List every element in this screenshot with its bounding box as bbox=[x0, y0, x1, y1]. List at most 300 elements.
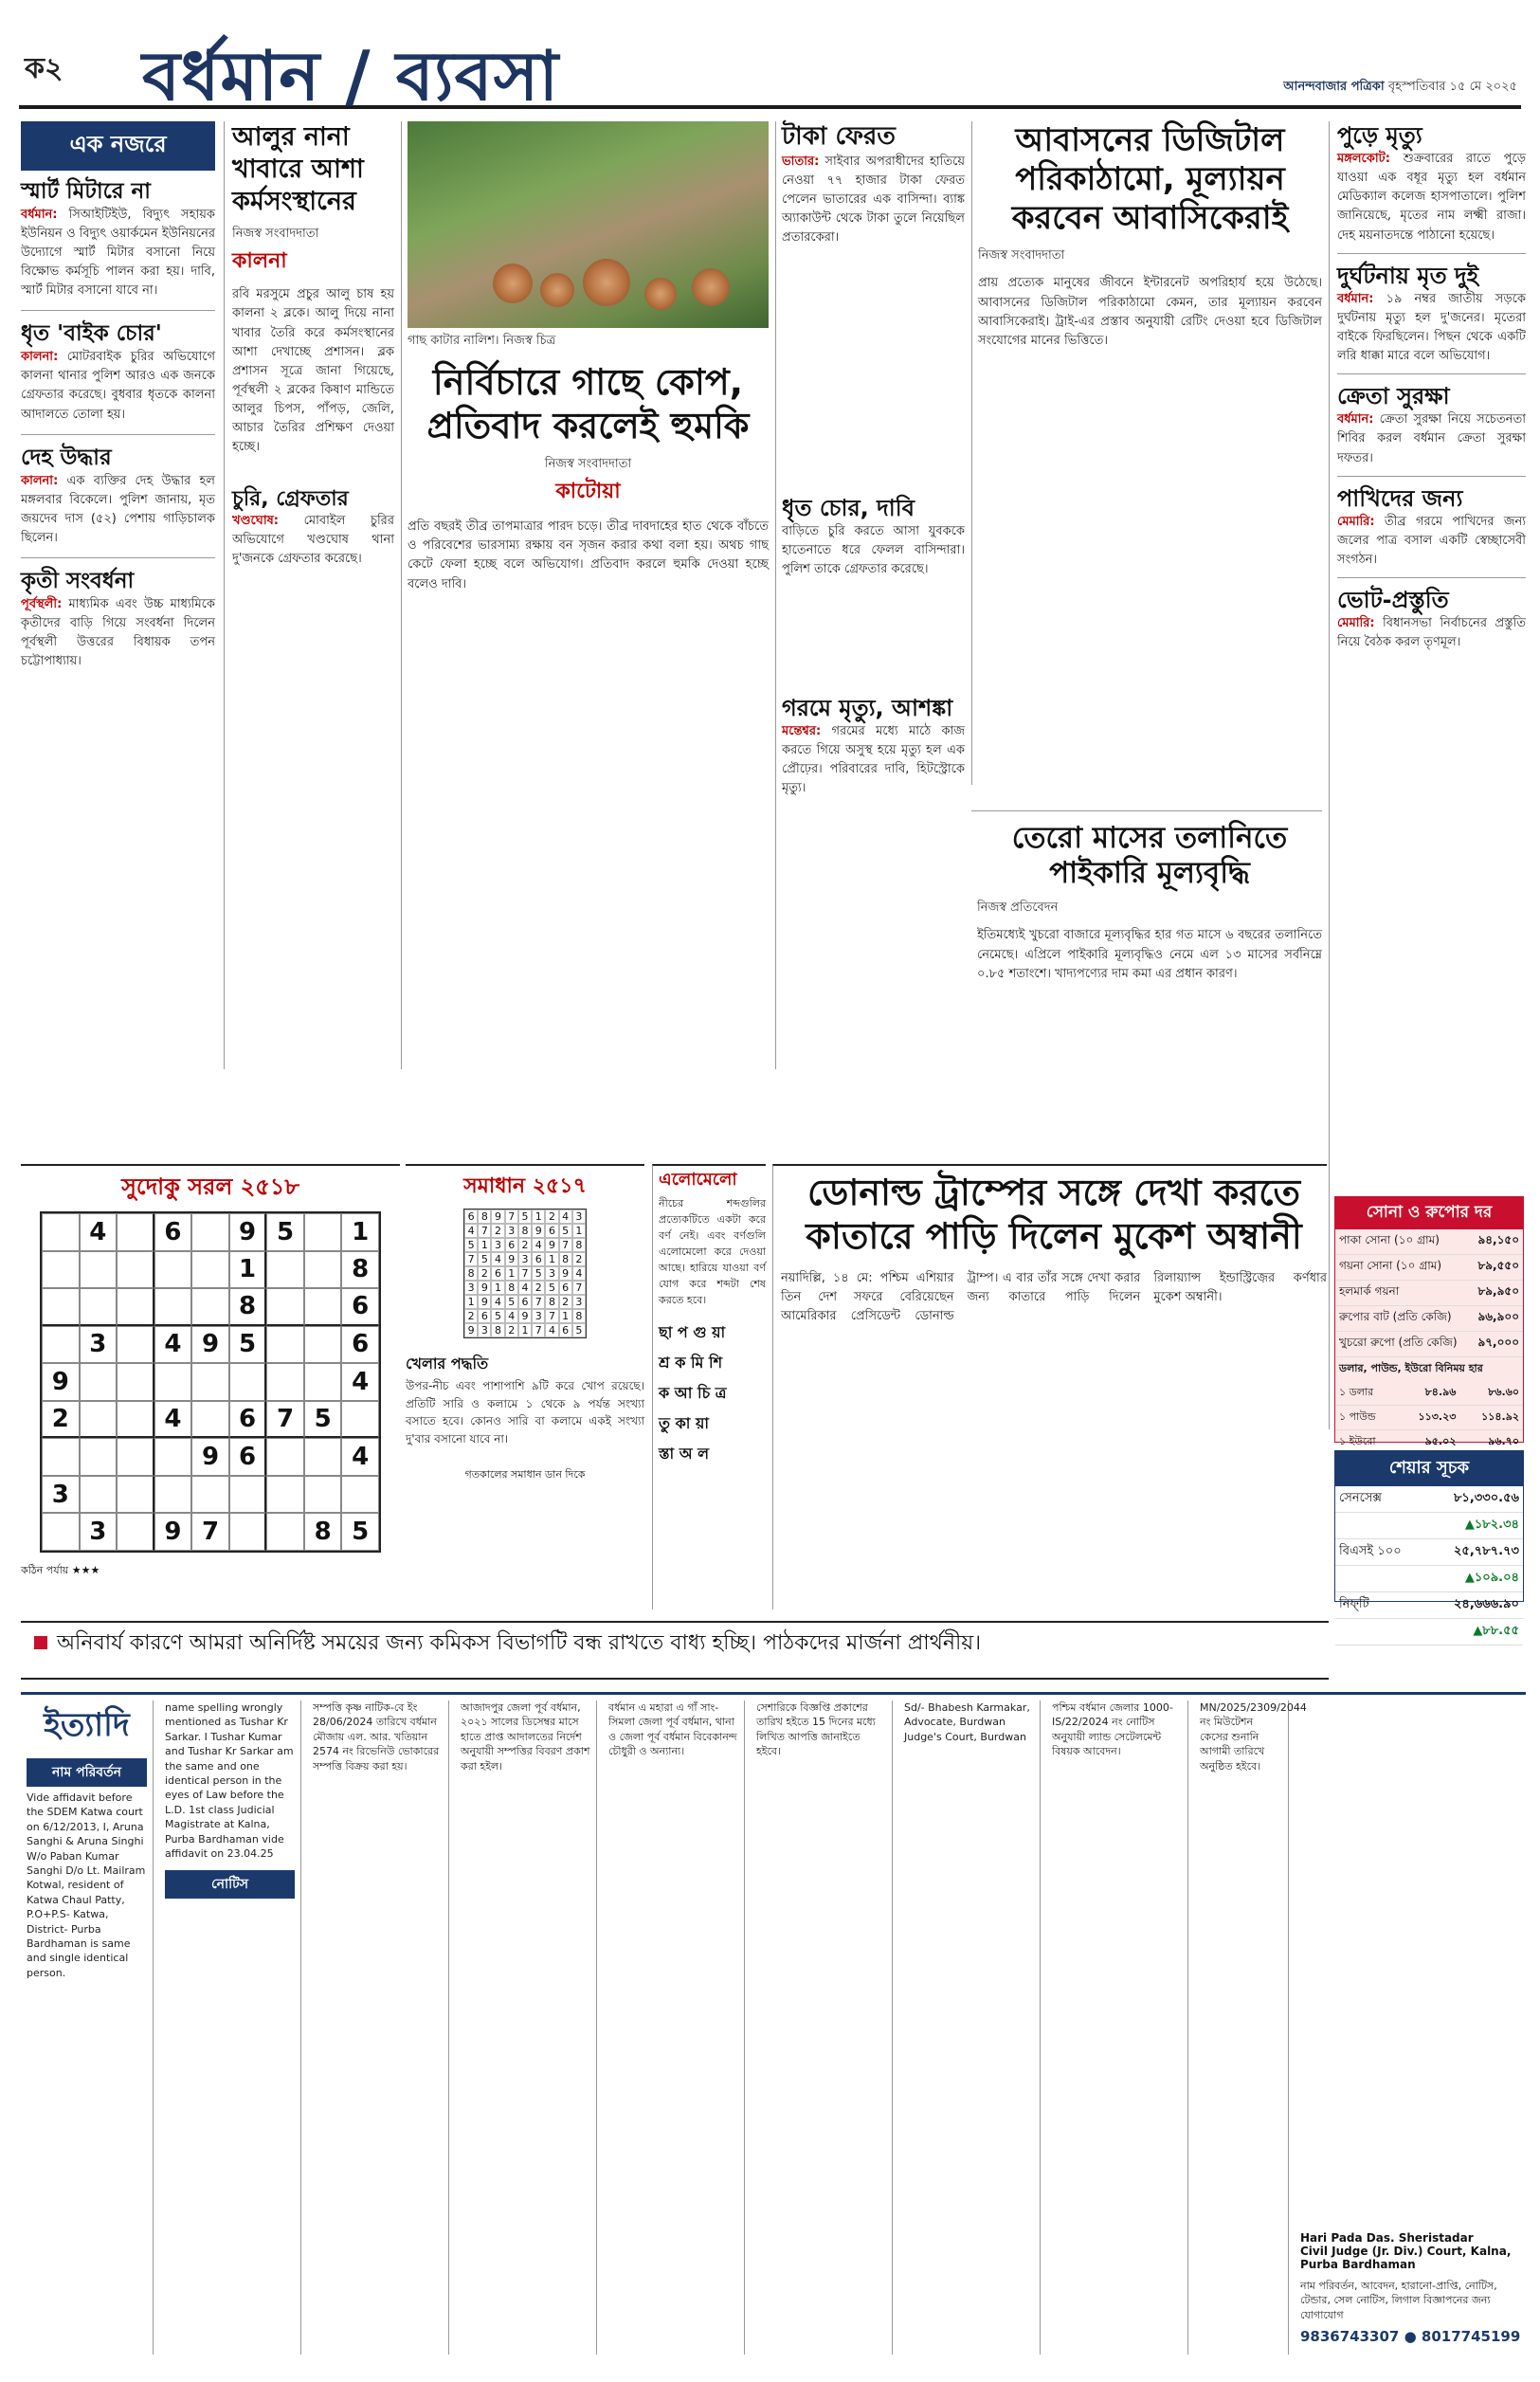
potato-body: রবি মরসুমে প্রচুর আলু চাষ হয় কালনা ২ ব্লকে। আলু দিয়ে নানা খাবার তৈরি করে কর্মসংস্থানের আশা দেখাচ্ছে প্রশাসন। ব্লক প্রশাসন সূত্রে জানা গিয়েছে, পূর্বস্থলী ২ ব্লকের কিষাণ মান্ডিতে আলুর চিপস, পাঁপড়, জেলি, আচার তৈরির প্রশিক্ষণ দেওয়া হচ্ছে। bbox=[232, 287, 394, 455]
story-text: শুক্রবারের রাতে পুড়ে যাওয়া এক বধূর মৃত্যু হল বর্ধমান মেডিক্যাল কলেজ হাসপাতালে। পুলিশ জানিয়েছে, মৃতের নাম লক্ষ্মী রাজা। দেহ ময়নাতদন্তে পাঠানো হয়েছে। bbox=[1337, 152, 1526, 243]
rate-value: ৯৭,০০০ bbox=[1471, 1332, 1523, 1357]
tree-felling-photo bbox=[408, 121, 769, 328]
rate-value: ৯৪,১৫০ bbox=[1471, 1229, 1523, 1255]
solution-cell: 2 bbox=[559, 1295, 572, 1309]
dateline: মঙ্গলকোট: bbox=[1337, 152, 1390, 166]
sudoku-cell bbox=[191, 1401, 229, 1439]
solution-cell: 2 bbox=[545, 1209, 558, 1224]
sudoku-cell: 8 bbox=[304, 1513, 342, 1551]
rate-value: ৮৯,৯৫০ bbox=[1471, 1281, 1523, 1306]
sudoku-cell bbox=[154, 1363, 192, 1401]
sudoku-cell bbox=[42, 1288, 80, 1326]
index-change: ▲১৮২.৩৪ bbox=[1427, 1513, 1523, 1539]
story-text: মোটরবাইক চুরির অভিযোগে কালনা থানার পুলিশ আরও এক জনকে গ্রেফতার করেছে। বুধবার ধৃতকে কালনা আদালতে তোলা হয়। bbox=[21, 350, 215, 422]
jumble-word: তু কা য়া bbox=[659, 1414, 710, 1433]
currency-sell: ১১৪.৯২ bbox=[1459, 1406, 1523, 1430]
solution-cell: 1 bbox=[491, 1281, 504, 1295]
thief-caught-body: বাড়িতে চুরি করতে আসা যুবককে হাতেনাতে ধরে ফেলল বাসিন্দারা। পুলিশ তাকে গ্রেফতার করেছে। bbox=[782, 524, 965, 577]
classified-text: Sd/- Bhabesh Karmakar, Advocate, Burdwan Judge's Court, Burdwan bbox=[904, 1701, 1030, 1743]
classified-text: সেশারিকে বিজ্ঞপ্তি প্রকাশের তারিখ হইতে 15 দিনের মধ্যে লিখিত আপত্তি জানাইতে হইবে। bbox=[756, 1701, 876, 1758]
sudoku-cell bbox=[341, 1401, 379, 1439]
sudoku-cell bbox=[80, 1288, 118, 1326]
housing-body: প্রায় প্রত্যেক মানুষের জীবনে ইন্টারনেট অপরিহার্য হয়ে উঠেছে। আবাসনের ডিজিটাল পরিকাঠামো কেমন, তার মূল্যায়ন করবেন আবাসিকেরাই। ট্রাই-এর প্রস্তাব অনুযায়ী রেটিং দেওয়া হবে ডিজিটাল সংযোগের মানের ভিত্তিতে। bbox=[978, 276, 1322, 348]
solution-cell: 3 bbox=[572, 1295, 586, 1309]
birds-body bbox=[1337, 513, 1526, 570]
trees-dateline: কাটোয়া bbox=[555, 480, 621, 504]
paper-name: আনন্দবাজার পত্রিকা bbox=[1283, 80, 1385, 94]
currency-table bbox=[1335, 1381, 1523, 1455]
solution-cell: 7 bbox=[532, 1323, 545, 1337]
rate-label: খুচরো রুপো (প্রতি কেজি) bbox=[1335, 1332, 1471, 1357]
sudoku-cell: 6 bbox=[229, 1401, 267, 1439]
story-text: মোবাইল চুরির অভিযোগে খণ্ডঘোষ থানা দু'জনকে গ্রেফতার করেছে। bbox=[232, 514, 394, 567]
solution-cell: 9 bbox=[545, 1238, 558, 1252]
solution-cell: 4 bbox=[545, 1323, 558, 1337]
solution-cell: 9 bbox=[478, 1295, 491, 1309]
sudoku-cell bbox=[117, 1476, 154, 1514]
index-value: ২৪,৬৬৬.৯০ bbox=[1427, 1592, 1523, 1619]
solution-cell: 5 bbox=[559, 1224, 572, 1238]
affidavit-notice: Vide affidavit before the SDEM Katwa court on 6/12/2013, I, Aruna Sanghi & Aruna Singhi W/o Paban Kumar Sanghi D/o Lt. Mailram Kotwal, resident of Katwa Chaul Patty, P.O+P.S- Katwa, District- Purba Bardhaman is same and single identical person. bbox=[27, 1791, 146, 1979]
sudoku-cell: 1 bbox=[229, 1251, 267, 1289]
classified-col-9 bbox=[1194, 1700, 1307, 2355]
sudoku-cell bbox=[154, 1288, 192, 1326]
currency-sell: ৮৬.৬০ bbox=[1459, 1381, 1523, 1406]
jumble-word: স্তা অ ল bbox=[659, 1445, 710, 1464]
solution-cell: 5 bbox=[572, 1323, 586, 1337]
story-smart-meter-head: স্মার্ট মিটারে না bbox=[21, 179, 151, 204]
sudoku-cell: 4 bbox=[341, 1363, 379, 1401]
date-line bbox=[1283, 78, 1517, 98]
index-value: ৮১,৩৩০.৫৬ bbox=[1427, 1486, 1523, 1513]
dateline: বর্ধমান: bbox=[21, 207, 58, 222]
solution-cell: 9 bbox=[491, 1209, 504, 1224]
difficulty-label: কঠিন পর্যায় ★★★ bbox=[21, 1564, 100, 1576]
dateline: বর্ধমান: bbox=[1337, 412, 1374, 427]
solution-cell: 9 bbox=[505, 1252, 518, 1266]
solution-grid bbox=[463, 1209, 587, 1338]
sudoku-cell bbox=[80, 1476, 118, 1514]
trump-story bbox=[772, 1164, 1327, 1609]
solution-cell: 7 bbox=[545, 1309, 558, 1323]
sudoku-grid bbox=[40, 1211, 381, 1553]
currency-buy: ৯৫.০২ bbox=[1397, 1430, 1460, 1455]
solution-cell: 6 bbox=[464, 1209, 478, 1224]
sudoku-cell bbox=[341, 1476, 379, 1514]
sudoku-cell: 8 bbox=[229, 1288, 267, 1326]
buyer-safety-headline: ক্রেতা সুরক্ষা bbox=[1337, 383, 1450, 410]
currency-label: ১ ডলার bbox=[1335, 1381, 1397, 1406]
rate-value: ৮৯,৫৫০ bbox=[1471, 1255, 1523, 1281]
dateline: বর্ধমান: bbox=[1337, 291, 1374, 306]
sudoku-solution-section bbox=[406, 1164, 644, 1609]
classified-col-2 bbox=[159, 1700, 301, 2355]
page-header bbox=[19, 19, 1521, 116]
solution-cell: 7 bbox=[464, 1252, 478, 1266]
rate-label: গয়না সোনা (১০ গ্রাম) bbox=[1335, 1255, 1471, 1281]
heat-death-body bbox=[782, 722, 965, 799]
solution-cell: 2 bbox=[532, 1281, 545, 1295]
story-text: ক্রেতা সুরক্ষা নিয়ে সচেতনতা শিবির করল বর্ধমান ক্রেতা সুরক্ষা দফতর। bbox=[1337, 412, 1526, 465]
potato-story bbox=[224, 121, 394, 1069]
solution-cell: 7 bbox=[478, 1224, 491, 1238]
sudoku-cell bbox=[191, 1476, 229, 1514]
rate-label: পাকা সোনা (১০ গ্রাম) bbox=[1335, 1229, 1471, 1255]
trump-body: নয়াদিল্লি, ১৪ মে: পশ্চিম এশিয়ার তিন দেশ সফরে বেরিয়েছেন আমেরিকার প্রেসিডেন্ট ডোনাল্ড ট্রাম্প। এ বার তাঁর সঙ্গে দেখা করার জন্য কাতারে পাড়ি দিলেন রিলায়্যান্স ইন্ডাস্ট্রিজ়ের কর্ণধার মুকেশ অম্বানী। bbox=[781, 1271, 1327, 1324]
sudoku-cell: 6 bbox=[341, 1288, 379, 1326]
index-label: বিএসই ১০০ bbox=[1335, 1539, 1427, 1566]
story-text: সিআইটিইউ, বিদ্যুৎ সহায়ক ইউনিয়ন ও বিদ্যুৎ ওয়ার্কমেন ইউনিয়নের উদ্যোগে স্মার্ট মিটার বসানো নিয়ে বিক্ষোভ কর্মসূচি পালন করা হয়। দাবি, স্মার্ট মিটার বসানো যাবে না। bbox=[21, 207, 215, 299]
solution-cell: 1 bbox=[545, 1252, 558, 1266]
solution-cell: 1 bbox=[532, 1209, 545, 1224]
currency-title: ডলার, পাউন্ড, ইউরো বিনিময় হার bbox=[1339, 1362, 1483, 1374]
dateline: মেমারি: bbox=[1337, 514, 1375, 529]
money-body bbox=[782, 153, 965, 248]
gold-rates-table bbox=[1335, 1229, 1523, 1357]
solution-title: সমাধান ২৫১৭ bbox=[463, 1174, 587, 1198]
sudoku-cell bbox=[117, 1438, 154, 1476]
index-label: নিফ্‌টি bbox=[1335, 1592, 1427, 1619]
sudoku-section bbox=[21, 1164, 400, 1609]
solution-cell: 9 bbox=[518, 1309, 532, 1323]
dateline: ভাতার: bbox=[782, 154, 820, 169]
vote-prep-headline: ভোট-প্রস্তুতি bbox=[1337, 587, 1449, 614]
sudoku-cell bbox=[117, 1513, 154, 1551]
solution-cell: 6 bbox=[491, 1266, 504, 1281]
gold-rates-title: সোনা ও রুপোর দর bbox=[1335, 1197, 1523, 1229]
sudoku-cell bbox=[117, 1251, 154, 1289]
sudoku-cell bbox=[266, 1476, 304, 1514]
theft-arrest-body bbox=[232, 512, 394, 569]
sudoku-cell bbox=[191, 1251, 229, 1289]
solution-cell: 6 bbox=[545, 1224, 558, 1238]
classified-text: name spelling wrongly mentioned as Tushar Kr Sarkar. I Tushar Kumar and Tushar Kr Sarkar am the same and one identical person in the eyes of Law before the L.D. 1st class Judicial Magistrate at Kalna, Purba Bardhaman vide affidavit on 23.04.25 bbox=[165, 1701, 294, 1860]
solution-cell: 3 bbox=[491, 1238, 504, 1252]
solution-cell: 8 bbox=[491, 1323, 504, 1337]
sudoku-cell bbox=[304, 1363, 342, 1401]
classifieds-brand: ইত্যাদি bbox=[44, 1706, 130, 1744]
solution-cell: 4 bbox=[532, 1238, 545, 1252]
solution-cell: 1 bbox=[478, 1238, 491, 1252]
solution-cell: 3 bbox=[545, 1266, 558, 1281]
bullet-square-icon bbox=[34, 1636, 47, 1649]
solution-cell: 5 bbox=[532, 1266, 545, 1281]
story-text: ১৯ নম্বর জাতীয় সড়কে দুর্ঘটনায় মৃত্যু হল দু'জনের। মৃতেরা বাইকে ফিরছিলেন। পিছন থেকে একটি লরি ধাক্কা মারে বলে অভিযোগ। bbox=[1337, 291, 1526, 364]
solution-cell: 8 bbox=[559, 1252, 572, 1266]
currency-label: ১ ইউরো bbox=[1335, 1430, 1397, 1455]
sudoku-cell: 9 bbox=[154, 1513, 192, 1551]
sudoku-cell bbox=[266, 1251, 304, 1289]
sudoku-cell bbox=[266, 1438, 304, 1476]
solution-cell: 4 bbox=[572, 1266, 586, 1281]
solution-cell: 4 bbox=[505, 1309, 518, 1323]
solution-cell: 2 bbox=[478, 1266, 491, 1281]
sudoku-cell: 5 bbox=[229, 1326, 267, 1364]
potato-byline: নিজস্ব সংবাদদাতা bbox=[232, 227, 319, 242]
issue-date: বৃহস্পতিবার ১৫ মে ২০২৫ bbox=[1387, 80, 1517, 94]
sudoku-cell bbox=[229, 1476, 267, 1514]
classifieds-section bbox=[21, 1692, 1526, 2355]
sudoku-cell bbox=[117, 1213, 154, 1251]
sudoku-cell bbox=[117, 1401, 154, 1439]
sudoku-cell bbox=[304, 1288, 342, 1326]
solution-cell: 6 bbox=[505, 1238, 518, 1252]
solution-cell: 4 bbox=[491, 1295, 504, 1309]
sudoku-cell bbox=[304, 1476, 342, 1514]
solution-cell: 8 bbox=[464, 1266, 478, 1281]
potato-headline: আলুর নানা খাবারে আশা কর্মসংস্থানের bbox=[232, 122, 364, 216]
notice-label: নোটিস bbox=[165, 1870, 295, 1899]
trees-body: প্রতি বছরই তীব্র তাপমাত্রার পারদ চড়ে। তীব্র দাবদাহের হাত থেকে বাঁচতে ও পরিবেশের ভারসাম্য রক্ষায় বন সৃজন করার কথা বলা হয়। অথচ গাছ কেটে ফেলা হচ্ছে বলে অভিযোগ। প্রতিবাদ করলে হুমকি দেওয়া হচ্ছে বলেও দাবি। bbox=[408, 519, 769, 591]
solution-cell: 4 bbox=[464, 1224, 478, 1238]
accident-body bbox=[1337, 290, 1526, 367]
sudoku-cell bbox=[304, 1326, 342, 1364]
solution-cell: 3 bbox=[532, 1309, 545, 1323]
dateline: পূর্বস্থলী: bbox=[21, 596, 63, 611]
sudoku-cell bbox=[154, 1251, 192, 1289]
solution-cell: 4 bbox=[518, 1281, 532, 1295]
solution-cell: 2 bbox=[518, 1238, 532, 1252]
solution-cell: 3 bbox=[518, 1252, 532, 1266]
solution-cell: 7 bbox=[532, 1295, 545, 1309]
name-change-label: নাম পরিবর্তন bbox=[27, 1758, 147, 1787]
gold-rates-box bbox=[1334, 1196, 1524, 1447]
solution-cell: 6 bbox=[532, 1252, 545, 1266]
story-body-recovered-body bbox=[21, 472, 215, 549]
solution-cell: 8 bbox=[572, 1238, 586, 1252]
sudoku-cell bbox=[80, 1401, 118, 1439]
solution-cell: 4 bbox=[559, 1209, 572, 1224]
story-text: গরমের মধ্যে মাঠে কাজ করতে গিয়ে অসুস্থ হয়ে মৃত্যু হল এক প্রৌঢ়ের। পরিবারের দাবি, হিটস্ট্রোকে মৃত্যু। bbox=[782, 723, 965, 796]
dateline: মেমারি: bbox=[1337, 616, 1375, 631]
trees-byline: নিজস্ব সংবাদদাতা bbox=[544, 457, 632, 472]
sudoku-cell: 9 bbox=[191, 1326, 229, 1364]
trees-headline: নির্বিচারে গাছে কোপ, প্রতিবাদ করলেই হুমকি bbox=[426, 361, 750, 446]
jumble-words bbox=[659, 1318, 766, 1469]
solution-cell: 6 bbox=[478, 1309, 491, 1323]
classified-col-8 bbox=[1046, 1700, 1188, 2355]
sudoku-cell: 4 bbox=[80, 1213, 118, 1251]
court-sign: Hari Pada Das. Sheristadar bbox=[1300, 2231, 1474, 2245]
solution-cell: 6 bbox=[559, 1281, 572, 1295]
sudoku-cell bbox=[229, 1363, 267, 1401]
solution-cell: 9 bbox=[478, 1281, 491, 1295]
accident-headline: দুর্ঘটনায় মৃত দুই bbox=[1337, 262, 1479, 289]
ad-phone-numbers: 9836743307 ● 8017745199 bbox=[1300, 2328, 1521, 2346]
fire-headline: পুড়ে মৃত্যু bbox=[1337, 122, 1422, 149]
sudoku-cell: 4 bbox=[154, 1401, 192, 1439]
solution-cell: 1 bbox=[505, 1266, 518, 1281]
stock-index-title: শেয়ার সূচক bbox=[1335, 1451, 1523, 1486]
index-change: ▲৮৮.৫৫ bbox=[1427, 1619, 1523, 1646]
jumble-word: ক আ চি ত্র bbox=[659, 1384, 727, 1403]
sudoku-cell: 9 bbox=[42, 1363, 80, 1401]
story-text: এক ব্যক্তির দেহ উদ্ধার হল মঙ্গলবার বিকেলে। পুলিশ জানায়, মৃত জয়দেব দাস (৫২) পেশায় গাড়িচালক ছিলেন। bbox=[21, 473, 215, 545]
solution-cell: 1 bbox=[464, 1295, 478, 1309]
dateline: মন্তেশ্বর: bbox=[782, 723, 822, 738]
sudoku-cell bbox=[42, 1213, 80, 1251]
solution-cell: 5 bbox=[545, 1281, 558, 1295]
solution-cell: 5 bbox=[505, 1295, 518, 1309]
sudoku-cell: 6 bbox=[229, 1438, 267, 1476]
nutshell-title: এক নজরে bbox=[21, 121, 215, 171]
solution-cell: 2 bbox=[572, 1252, 586, 1266]
sudoku-cell bbox=[42, 1438, 80, 1476]
rate-value: ৯৬,৯০০ bbox=[1471, 1306, 1523, 1332]
sudoku-cell bbox=[229, 1513, 267, 1551]
solution-cell: 1 bbox=[518, 1323, 532, 1337]
index-change: ▲১০৯.০৪ bbox=[1427, 1566, 1523, 1592]
sudoku-title: সুদোকু সরল ২৫১৮ bbox=[121, 1173, 299, 1200]
solution-cell: 4 bbox=[491, 1252, 504, 1266]
classified-text: সম্পত্তি কৃষ্ণ নাটিক-বে ইং 28/06/2024 তারিখে বর্ধমান মৌজায় এল. আর. খতিয়ান 2574 নং রিভেনিউ ভোকারের সম্পত্তি বিক্রয় করা হয়। bbox=[313, 1701, 440, 1773]
solution-note: গতকালের সমাধান ডান দিকে bbox=[464, 1468, 586, 1482]
solution-cell: 2 bbox=[505, 1323, 518, 1337]
classified-text: বর্ধমান এ মহারা এ গাঁ সাং-সিমলা জেলা পূর্ব বর্ধমান, থানা ও জেলা পূর্ব বর্ধমান বিবেকানন্দ চৌধুরী ও অন্যান্য। bbox=[608, 1701, 737, 1758]
sudoku-cell bbox=[154, 1476, 192, 1514]
sudoku-cell bbox=[266, 1288, 304, 1326]
housing-headline: আবাসনের ডিজিটাল পরিকাঠামো, মূল্যায়ন করবেন আবাসিকেরাই bbox=[1011, 121, 1289, 237]
solution-cell: 7 bbox=[559, 1238, 572, 1252]
solution-cell: 7 bbox=[518, 1266, 532, 1281]
buyer-safety-body bbox=[1337, 410, 1526, 467]
classified-col-7 bbox=[898, 1700, 1041, 2355]
ad-contact-text: নাম পরিবর্তন, আবেদন, হারানো-প্রাপ্তি, নোটিস, টেন্ডার, সেল নোটিস, লিগাল বিজ্ঞাপনের জন্য যোগাযোগ bbox=[1300, 2280, 1497, 2321]
photo-caption: গাছ কাটার নালিশ। নিজস্ব চিত্র bbox=[408, 334, 556, 348]
solution-cell: 2 bbox=[464, 1309, 478, 1323]
dateline: খণ্ডঘোষ: bbox=[232, 514, 279, 529]
jumble-word: ছা প গু য়া bbox=[659, 1323, 726, 1342]
classified-text: আজাদপুর জেলা পূর্ব বর্ধমান, ২০২১ সালের ডিসেম্বর মাসে হাতে প্রাপ্ত আদালতের নির্দেশ অনুযায়ী সম্পত্তির বিবরণ প্রকাশ করা হইল। bbox=[461, 1701, 590, 1773]
story-felicitation-head: কৃতী সংবর্ধনা bbox=[21, 569, 135, 594]
solution-cell: 6 bbox=[518, 1295, 532, 1309]
story-bike-thief-head: ধৃত 'বাইক চোর' bbox=[21, 321, 162, 347]
solution-cell: 2 bbox=[491, 1224, 504, 1238]
sudoku-cell bbox=[42, 1251, 80, 1289]
currency-label: ১ পাউন্ড bbox=[1335, 1406, 1397, 1430]
thief-caught-headline: ধৃত চোর, দাবি bbox=[782, 495, 915, 522]
solution-cell: 8 bbox=[572, 1309, 586, 1323]
sudoku-cell: 7 bbox=[266, 1401, 304, 1439]
solution-cell: 9 bbox=[559, 1266, 572, 1281]
sudoku-cell bbox=[266, 1363, 304, 1401]
solution-cell: 9 bbox=[464, 1323, 478, 1337]
index-value: ২৫,৭৮৭.৭৩ bbox=[1427, 1539, 1523, 1566]
housing-story bbox=[971, 121, 1322, 785]
classified-col-6 bbox=[751, 1700, 893, 2355]
currency-sell: ৯৬.৭০ bbox=[1459, 1430, 1523, 1455]
trees-story bbox=[401, 121, 769, 1069]
sudoku-cell bbox=[117, 1363, 154, 1401]
story-text: সাইবার অপরাধীদের হাতিয়ে নেওয়া ৭৭ হাজার টাকা ফেরত পেলেন ভাতারের এক বাসিন্দা। ব্যাঙ্ক অ্যাকাউন্ট থেকে টাকা তুলে নিয়েছিল প্রতারকেরা। bbox=[782, 154, 965, 245]
classified-text: পশ্চিম বর্ধমান জেলার 1000-IS/22/2024 নং নোটিস অনুযায়ী ল্যান্ড সেটেলমেন্ট বিষয়ক আবেদন। bbox=[1052, 1701, 1173, 1758]
solution-cell: 1 bbox=[559, 1309, 572, 1323]
sudoku-cell bbox=[42, 1513, 80, 1551]
birds-headline: পাখিদের জন্য bbox=[1337, 484, 1463, 512]
sudoku-cell bbox=[154, 1438, 192, 1476]
jumble-word: শ্র ক মি শি bbox=[659, 1354, 723, 1373]
sudoku-cell: 4 bbox=[154, 1326, 192, 1364]
trump-headline: ডোনাল্ড ট্রাম্পের সঙ্গে দেখা করতে কাতারে পাড়ি দিলেন মুকেশ অম্বানী bbox=[806, 1172, 1302, 1257]
sudoku-cell bbox=[80, 1438, 118, 1476]
wholesale-byline: নিজস্ব প্রতিবেদন bbox=[977, 900, 1059, 916]
solution-cell: 7 bbox=[505, 1209, 518, 1224]
sudoku-cell bbox=[304, 1438, 342, 1476]
housing-byline: নিজস্ব সংবাদদাতা bbox=[978, 248, 1065, 264]
sudoku-cell bbox=[266, 1513, 304, 1551]
fire-body bbox=[1337, 150, 1526, 245]
sudoku-cell: 3 bbox=[42, 1476, 80, 1514]
solution-cell: 6 bbox=[559, 1323, 572, 1337]
currency-buy: ১১৩.২৩ bbox=[1397, 1406, 1460, 1430]
wholesale-story bbox=[971, 810, 1322, 1095]
solution-cell: 8 bbox=[518, 1224, 532, 1238]
sudoku-cell: 5 bbox=[266, 1213, 304, 1251]
story-body-recovered-head: দেহ উদ্ধার bbox=[21, 445, 112, 470]
classified-text: MN/2025/2309/2044 নং মিউটেশন কেসের শুনানি আগামী তারিখে অনুষ্ঠিত হইবে। bbox=[1200, 1701, 1307, 1773]
rules-headline: খেলার পদ্ধতি bbox=[406, 1355, 489, 1373]
sudoku-cell bbox=[191, 1363, 229, 1401]
page-number: ক২ bbox=[25, 52, 63, 85]
story-bike-thief-body bbox=[21, 348, 215, 425]
dateline: কালনা: bbox=[21, 350, 59, 365]
solution-cell: 8 bbox=[505, 1281, 518, 1295]
solution-cell: 7 bbox=[572, 1281, 586, 1295]
index-label: সেনসেক্স bbox=[1335, 1486, 1427, 1513]
sudoku-cell: 3 bbox=[80, 1326, 118, 1364]
sudoku-cell bbox=[80, 1363, 118, 1401]
sudoku-cell bbox=[304, 1251, 342, 1289]
classified-col-1 bbox=[21, 1700, 154, 2355]
solution-cell: 9 bbox=[532, 1224, 545, 1238]
story-smart-meter-body bbox=[21, 206, 215, 301]
rules-body: উপর-নীচ এবং পাশাপাশি ৯টি করে খোপ রয়েছে। প্রতিটি সারি ও কলামে ১ থেকে ৯ পর্যন্ত সংখ্যা বসাতে হবে। কোনও সারি বা কলামে একই সংখ্যা দু'বার বসানো যাবে না। bbox=[406, 1379, 644, 1446]
sudoku-cell bbox=[80, 1251, 118, 1289]
solution-cell: 1 bbox=[572, 1224, 586, 1238]
money-headline: টাকা ফেরত bbox=[782, 122, 896, 151]
story-text: মাধ্যমিক এবং উচ্চ মাধ্যমিকে কৃতীদের বাড়ি গিয়ে সংবর্ধনা দিলেন পূর্বস্থলী উত্তরের বিধায়ক তপন চট্টোপাধ্যায়। bbox=[21, 596, 215, 669]
sudoku-cell: 6 bbox=[154, 1213, 192, 1251]
solution-cell: 5 bbox=[478, 1252, 491, 1266]
classified-col-5 bbox=[603, 1700, 745, 2355]
sudoku-cell: 5 bbox=[341, 1513, 379, 1551]
solution-cell: 3 bbox=[478, 1323, 491, 1337]
sudoku-cell bbox=[117, 1288, 154, 1326]
heat-death-headline: গরমে মৃত্যু, আশঙ্কা bbox=[782, 694, 953, 721]
jumble-title: এলোমেলো bbox=[659, 1170, 737, 1190]
stock-index-box bbox=[1334, 1450, 1524, 1638]
court-name: Civil Judge (Jr. Div.) Court, Kalna, Purba Bardhaman bbox=[1300, 2245, 1512, 2271]
sudoku-cell: 9 bbox=[191, 1438, 229, 1476]
story-text: বিধানসভা নির্বাচনের প্রস্তুতি নিয়ে বৈঠক করল তৃণমূল। bbox=[1337, 616, 1526, 650]
rate-label: হলমার্ক গয়না bbox=[1335, 1281, 1471, 1306]
sudoku-cell: 3 bbox=[80, 1513, 118, 1551]
jumble-intro: নীচের শব্দগুলির প্রত্যেকটিতে একটা করে বর্ণ নেই। এবং বর্ণগুলি এলোমেলো করে দেওয়া আছে। হারিয়ে যাওয়া বর্ণ যোগ করে শব্দটা শেষ করতে হবে। bbox=[659, 1197, 766, 1307]
money-story bbox=[775, 121, 965, 1069]
court-notice bbox=[1295, 1700, 1522, 2355]
solution-cell: 3 bbox=[505, 1224, 518, 1238]
sudoku-cell: 6 bbox=[341, 1326, 379, 1364]
dateline: কালনা: bbox=[21, 473, 59, 488]
sudoku-cell bbox=[42, 1326, 80, 1364]
wholesale-body: ইতিমধ্যেই খুচরো বাজারে মূল্যবৃদ্ধির হার গত মাসে ৬ বছরের তলানিতে নেমেছে। এপ্রিলে পাইকারি মূল্যবৃদ্ধিও নেমে এল ১৩ মাসের সর্বনিম্নে ০.৮৫ শতাংশে। খাদ্যপণ্যের দাম কমা এর প্রধান কারণ। bbox=[977, 928, 1322, 981]
sudoku-cell bbox=[191, 1213, 229, 1251]
comics-notice bbox=[21, 1621, 1329, 1680]
sudoku-cell: 2 bbox=[42, 1401, 80, 1439]
solution-cell: 5 bbox=[491, 1309, 504, 1323]
story-felicitation-body bbox=[21, 595, 215, 672]
stock-table bbox=[1335, 1486, 1523, 1646]
